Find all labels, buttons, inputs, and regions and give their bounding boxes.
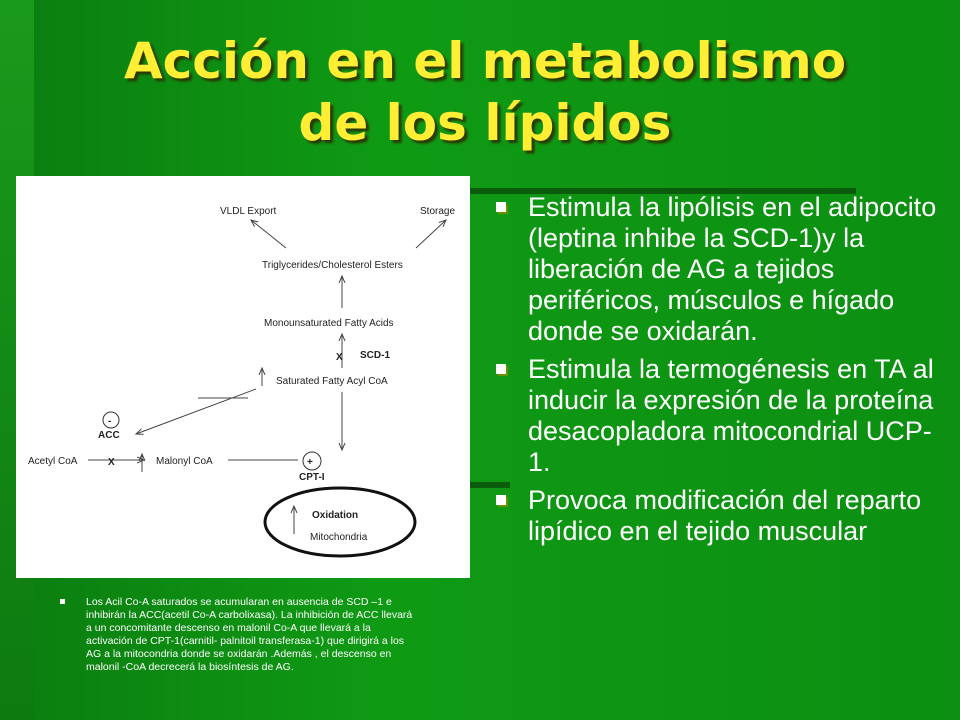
footnote-line: Los Acil Co-A saturados se acumularan en ausencia de SCD –1 e bbox=[86, 596, 392, 608]
bullet-item bbox=[490, 354, 950, 478]
footnote bbox=[70, 596, 470, 674]
title-line-2: de los lípidos bbox=[298, 94, 672, 152]
bullet-square-icon bbox=[496, 364, 506, 374]
malonyl-coa-label: Malonyl CoA bbox=[156, 456, 213, 467]
mitochondria-ellipse bbox=[265, 488, 415, 556]
metabolism-diagram bbox=[16, 176, 470, 578]
mufa-label: Monounsaturated Fatty Acids bbox=[264, 318, 394, 329]
arrow-to-vldl bbox=[251, 220, 286, 248]
inhibition-x-scd: X bbox=[336, 352, 343, 363]
footnote-line: AG a la mitocondria donde se oxidarán .Además , el descenso en bbox=[86, 648, 392, 660]
bullet-square-icon bbox=[496, 202, 506, 212]
storage-label: Storage bbox=[420, 206, 456, 217]
bullet-text: Estimula la termogénesis en TA al inducir la expresión de la proteína desacopladora mitocondrial UCP-1. bbox=[528, 354, 934, 477]
footnote-bullet-icon bbox=[60, 599, 65, 604]
cpt-plus-sign: + bbox=[307, 457, 313, 468]
bullet-item bbox=[490, 485, 950, 547]
acetyl-coa-label: Acetyl CoA bbox=[28, 456, 78, 467]
bullet-list bbox=[490, 192, 950, 554]
inhibition-x-acc: X bbox=[108, 457, 115, 468]
scd1-label: SCD-1 bbox=[360, 350, 391, 361]
arrow-to-acc bbox=[136, 389, 256, 434]
footnote-line: malonil -CoA decrecerá la biosíntesis de AG. bbox=[86, 661, 294, 673]
footnote-line: inhibirán la ACC(acetil Co-A carbolixasa). La inhibición de ACC llevará bbox=[86, 609, 413, 621]
title-line-1: Acción en el metabolismo bbox=[123, 32, 847, 90]
bullet-item bbox=[490, 192, 950, 347]
arrow-to-storage bbox=[416, 220, 446, 248]
bullet-text: Provoca modificación del reparto lipídico en el tejido muscular bbox=[528, 485, 922, 546]
diagram-svg bbox=[16, 176, 470, 578]
cpt1-label: CPT-I bbox=[299, 472, 325, 483]
saturated-acyl-coa-label: Saturated Fatty Acyl CoA bbox=[276, 376, 388, 387]
acc-minus-sign: - bbox=[108, 416, 112, 427]
acc-label: ACC bbox=[98, 430, 120, 441]
triglycerides-label: Triglycerides/Cholesterol Esters bbox=[262, 260, 403, 271]
footnote-line: a un concomitante descenso en malonil Co-A que llevará a la bbox=[86, 622, 371, 634]
bullet-text: Estimula la lipólisis en el adipocito (leptina inhibe la SCD-1)y la liberación de AG a tejidos periféricos, músculos e hígado donde se oxidarán. bbox=[528, 192, 937, 346]
vldl-export-label: VLDL Export bbox=[220, 206, 277, 217]
slide-title bbox=[40, 30, 930, 154]
bullet-square-icon bbox=[496, 495, 506, 505]
footnote-line: activación de CPT-1(carnitil- palnitoil transferasa-1) que dirigirá a los bbox=[86, 635, 405, 647]
mitochondria-label: Mitochondria bbox=[310, 532, 368, 543]
oxidation-label: Oxidation bbox=[312, 510, 359, 521]
